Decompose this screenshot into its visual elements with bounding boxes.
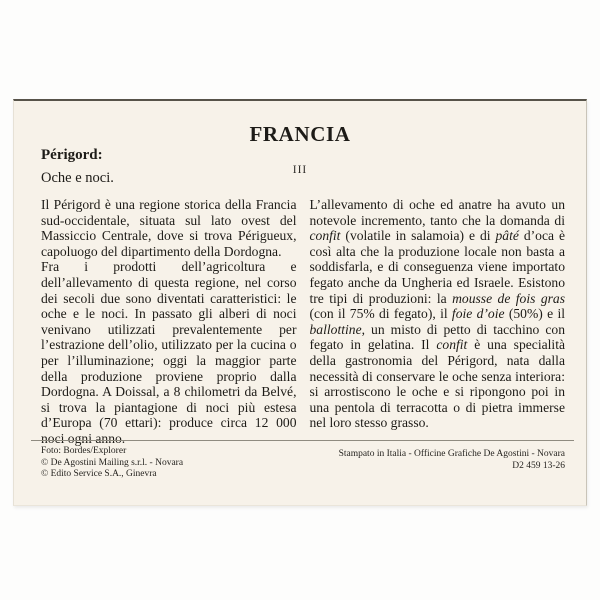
credit-line: © Edito Service S.A., Ginevra xyxy=(41,469,157,479)
text-segment: (volatile in salamoia) e di xyxy=(340,228,496,244)
footer-credits xyxy=(41,446,183,481)
text-segment: mousse de fois gras xyxy=(452,290,565,306)
text-segment: (con il 75% di fegato), il xyxy=(309,306,452,322)
imprint-line: Stampato in Italia - Officine Grafiche De Agostini - Novara xyxy=(338,449,565,459)
left-column xyxy=(41,197,297,447)
topic-heading: Oche e noci. xyxy=(41,170,114,186)
text-segment: è una specialità della gastronomia del Périgord, nata dalla necessità di conservare le oche senza interiora: si arrostiscono le oche e si ripongono poi in una pentola di terracotta o di pietra immerse nel loro stesso grasso. xyxy=(309,337,566,431)
text-segment: foie d’oie xyxy=(451,306,505,322)
footer-imprint xyxy=(339,449,565,481)
credit-line: © De Agostini Mailing s.r.l. - Novara xyxy=(41,457,184,468)
text-segment: ballottine xyxy=(309,321,362,337)
paragraph xyxy=(310,197,566,431)
text-segment: , un misto di petto di tacchino con fegato in gelatina. Il xyxy=(309,321,565,353)
text-segment: confit xyxy=(436,337,468,353)
paragraph: Fra i prodotti dell’agricoltura e dell’allevamento di questa regione, nel corso dei secoli due sono diventati caratteristici: le oche e le noci. In passato gli alberi di noci venivano utilizzati prevalentemente per l’estrazione dell’olio, utilizzato per la cucina o per l’illuminazione; oggi la maggior parte della produzione proviene proprio dalla Dordogna. A Doissal, a 8 chilometri da Belvé, si trova la piantagione di noci più estesa d’Europa (70 ettari): produce circa 12 000 noci ogni anno. xyxy=(41,259,297,446)
imprint-line: D2 459 13-26 xyxy=(512,460,565,471)
text-segment: L’allevamento di oche ed anatre ha avuto un notevole incremento, tanto che la domanda di xyxy=(309,197,565,228)
card-title: FRANCIA xyxy=(249,122,351,146)
text-segment: d’oca è così alta che la produzione locale non basta a soddisfarla, e di conseguenza viene importato fegato anche da Ungheria ed Israele. Esistono tre tipi di produzioni: la xyxy=(309,228,565,306)
region-heading: Périgord: xyxy=(41,147,103,163)
card-series-numeral: III xyxy=(292,164,308,176)
card xyxy=(13,99,587,506)
paragraph: Il Périgord è una regione storica della Francia sud-occidentale, situata sul lato ovest del Massiccio Centrale, dove si trova Périgueux, capoluogo del dipartimento della Dordogna. xyxy=(41,197,297,259)
body-text xyxy=(41,197,565,447)
right-column xyxy=(310,197,566,447)
text-segment: pâté xyxy=(495,228,519,244)
footer-divider xyxy=(31,440,574,441)
subject-heading xyxy=(41,147,114,187)
footer xyxy=(41,446,565,481)
text-segment: (50%) e il xyxy=(504,306,565,322)
credit-line: Foto: Bordes/Explorer xyxy=(41,446,127,456)
text-segment: confit xyxy=(309,228,341,244)
